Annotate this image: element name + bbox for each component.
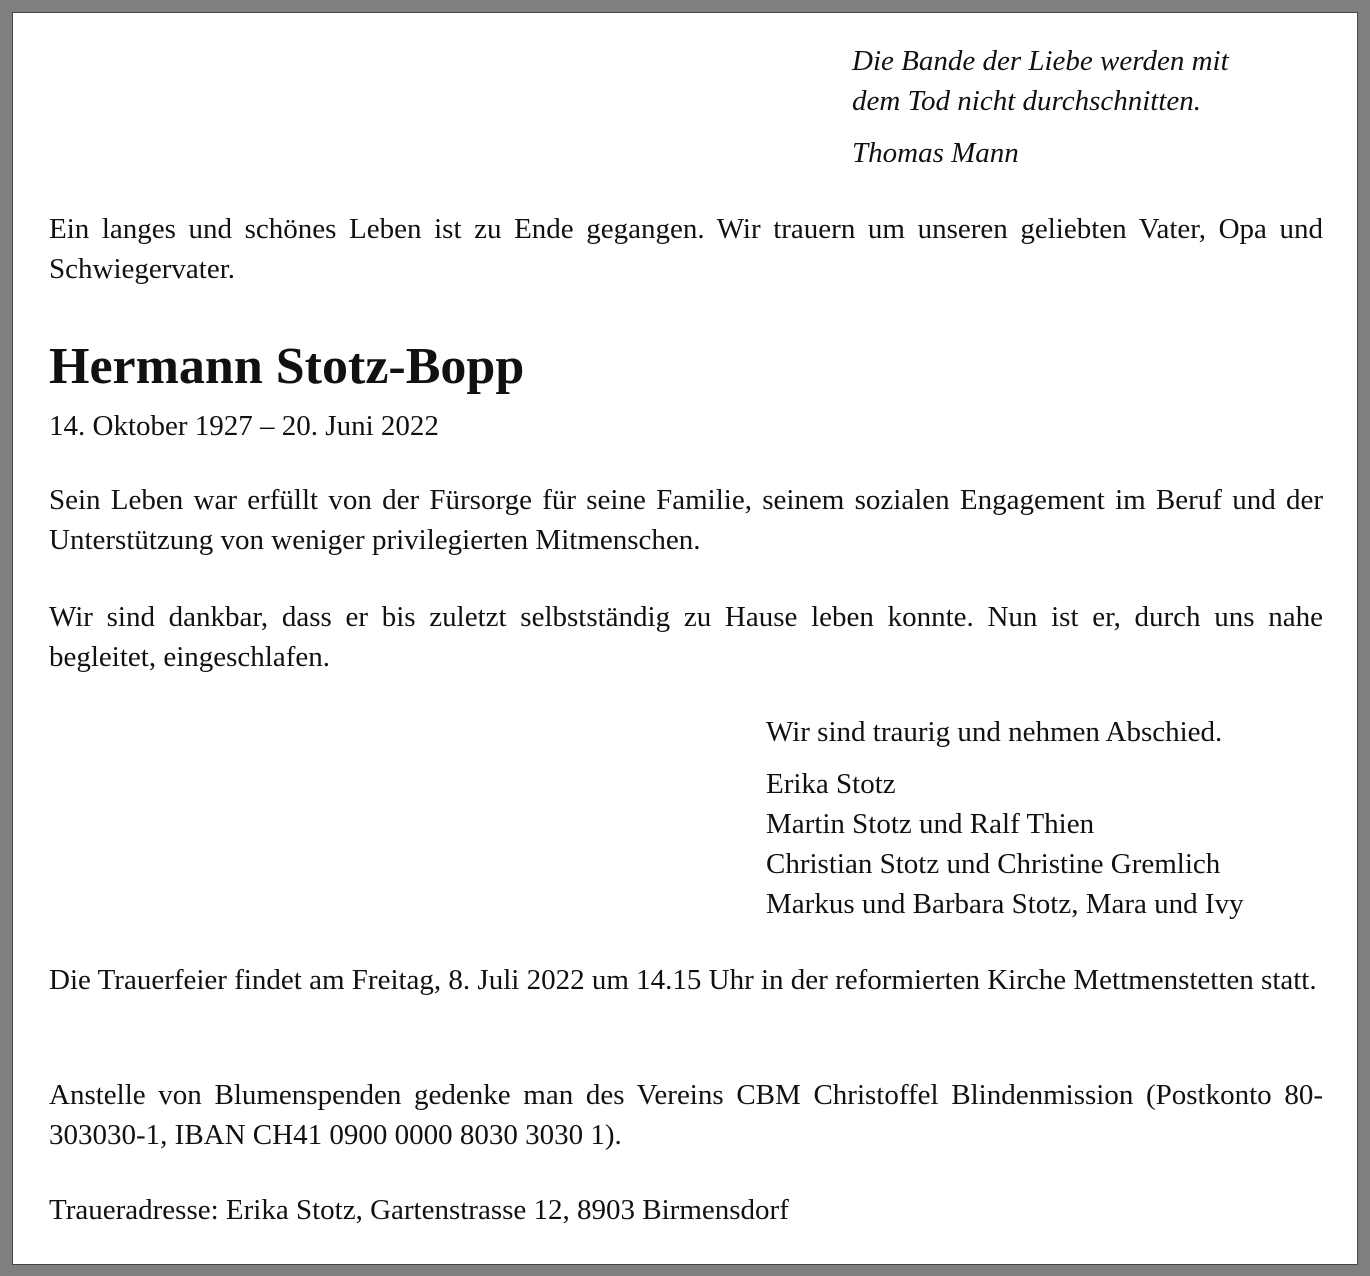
life-paragraph: Sein Leben war erfüllt von der Fürsorge für seine Familie, seinem sozialen Engagement im Beruf und der Unterstützung von weniger privilegierten Mitmenschen. (49, 484, 1323, 556)
signatory: Christian Stotz und Christine Gremlich (766, 848, 1221, 880)
signatory: Martin Stotz und Ralf Thien (766, 808, 1095, 840)
signatory: Markus und Barbara Stotz, Mara und Ivy (766, 888, 1244, 920)
intro-paragraph: Ein langes und schönes Leben ist zu Ende gegangen. Wir trauern um unseren geliebten Vater, Opa und Schwiegervater. (49, 213, 1323, 285)
farewell-block (766, 712, 1244, 924)
obituary-page (12, 12, 1358, 1265)
epigraph-quote (852, 41, 1332, 173)
donation-paragraph: Anstelle von Blumenspenden gedenke man des Vereins CBM Christoffel Blindenmission (Postkonto 80-303030-1, IBAN CH41 0900 0000 8030 3030 1). (49, 1079, 1323, 1151)
life-dates: 14. Oktober 1927 – 20. Juni 2022 (49, 410, 439, 442)
mourning-address: Traueradresse: Erika Stotz, Gartenstrasse 12, 8903 Birmensdorf (49, 1194, 789, 1226)
signatories-list (766, 764, 1244, 924)
gratitude-paragraph: Wir sind dankbar, dass er bis zuletzt selbstständig zu Hause leben konnte. Nun ist er, durch uns nahe begleitet, eingeschlafen. (49, 601, 1323, 673)
ceremony-paragraph: Die Trauerfeier findet am Freitag, 8. Juli 2022 um 14.15 Uhr in der reformierten Kirche Mettmenstetten statt. (49, 964, 1317, 996)
signatory: Erika Stotz (766, 768, 896, 800)
farewell-heading: Wir sind traurig und nehmen Abschied. (766, 716, 1223, 748)
quote-line: Die Bande der Liebe werden mit (852, 45, 1229, 77)
deceased-name: Hermann Stotz-Bopp (49, 338, 525, 395)
quote-author: Thomas Mann (852, 137, 1019, 169)
quote-line: dem Tod nicht durchschnitten. (852, 85, 1202, 117)
